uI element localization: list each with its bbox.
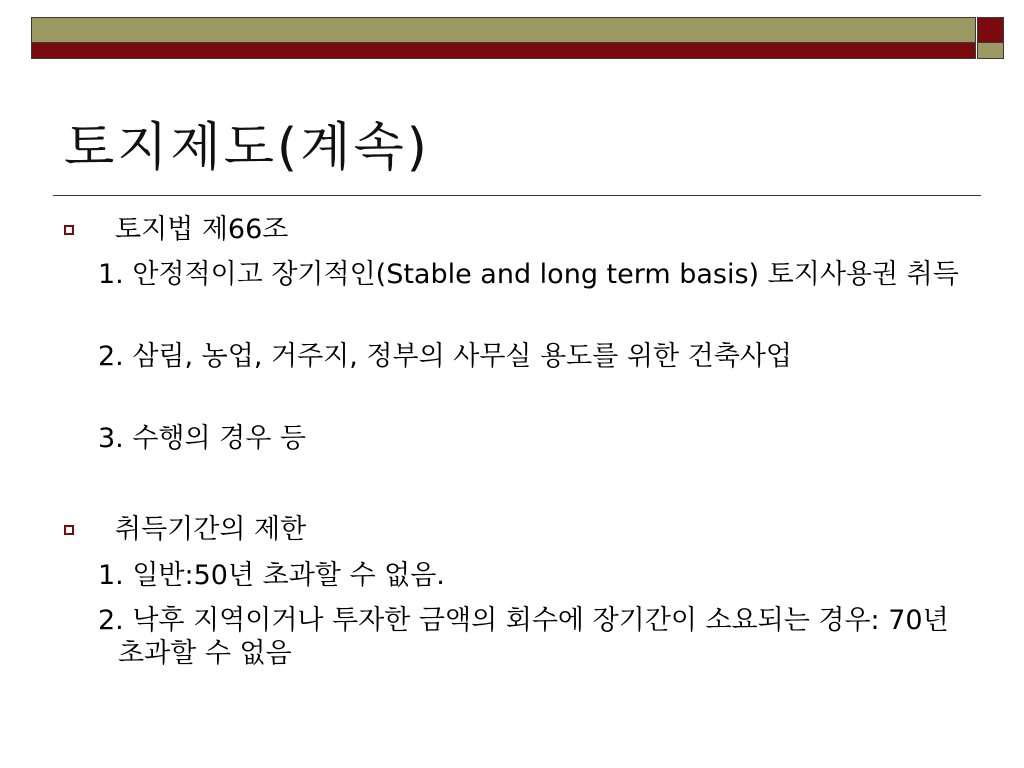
banner-olive-bar [31,17,976,43]
list-item: 1. 안정적이고 장기적인(Stable and long term basis) 토지사용권 취득 [98,259,959,290]
bullet-heading-text: 토지법 제66조 [115,214,289,245]
list-item: 2. 삼림, 농업, 거주지, 정부의 사무실 용도를 위한 건축사업 [98,341,792,372]
square-bullet-icon [64,525,74,535]
list-item: 3. 수행의 경우 등 [98,423,307,454]
bullet-heading-text: 취득기간의 제한 [115,514,307,545]
square-bullet-icon [64,225,74,235]
banner-maroon-bar [31,43,976,59]
title-divider [53,195,981,196]
slide-title: 토지제도(계속) [64,118,430,178]
banner-olive-square [977,43,1004,59]
list-item: 2. 낙후 지역이거나 투자한 금액의 회수에 장기간이 소요되는 경우: 70년 초과할 수 없음 [98,605,949,669]
banner-maroon-square [977,17,1004,43]
list-item: 1. 일반:50년 초과할 수 없음. [98,560,445,591]
